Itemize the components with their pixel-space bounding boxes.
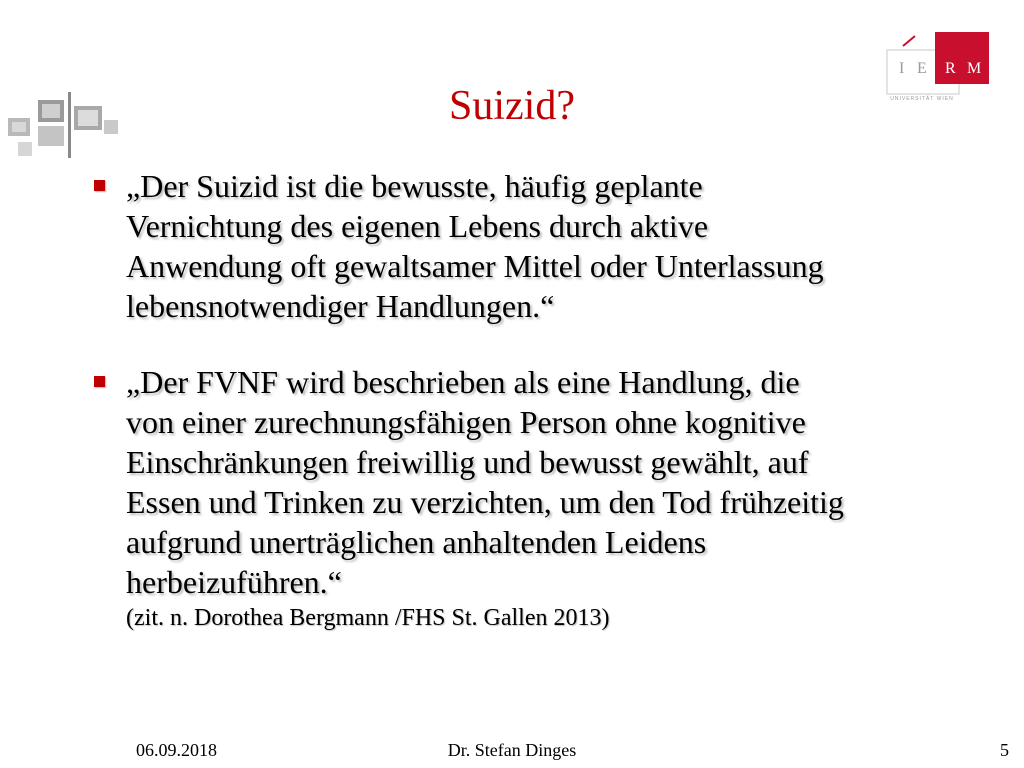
bullet-line: Einschränkungen freiwillig und bewusst gewählt, auf — [126, 444, 809, 480]
square-bullet-icon — [94, 376, 105, 387]
slide-title: Suizid? — [449, 83, 575, 129]
bullet-line: von einer zurechnungsfähigen Person ohne kognitive — [126, 404, 806, 440]
bullet-suizid-definition — [88, 166, 968, 326]
bullet-line: herbeizuführen.“ — [126, 564, 342, 600]
square-bullet-icon — [94, 180, 105, 191]
bullet-line: „Der FVNF wird beschrieben als eine Handlung, die — [126, 364, 800, 400]
bullet-line: lebensnotwendiger Handlungen.“ — [126, 288, 555, 324]
logo-caption: UNIVERSITÄT WIEN — [890, 96, 954, 102]
logo-letter-m: M — [967, 60, 982, 77]
footer-date: 06.09.2018 — [136, 740, 217, 760]
citation: (zit. n. Dorothea Bergmann /FHS St. Gallen 2013) — [126, 605, 610, 631]
page-number: 5 — [1000, 740, 1009, 760]
bullet-line: aufgrund unerträglichen anhaltenden Leidens — [126, 524, 707, 560]
bullet-line: Anwendung oft gewaltsamer Mittel oder Unterlassung — [126, 248, 824, 284]
logo-letter-e: E — [917, 60, 927, 77]
footer-author: Dr. Stefan Dinges — [447, 740, 577, 760]
bullet-fvnf-definition — [88, 362, 968, 634]
slide-content — [88, 166, 968, 634]
bullet-line: Essen und Trinken zu verzichten, um den Tod frühzeitig — [126, 484, 844, 520]
logo-letter-i: I — [899, 60, 905, 77]
logo-letter-r: R — [945, 60, 956, 77]
bullet-line: „Der Suizid ist die bewusste, häufig geplante — [126, 168, 703, 204]
bullet-line: Vernichtung des eigenen Lebens durch aktive — [126, 208, 709, 244]
